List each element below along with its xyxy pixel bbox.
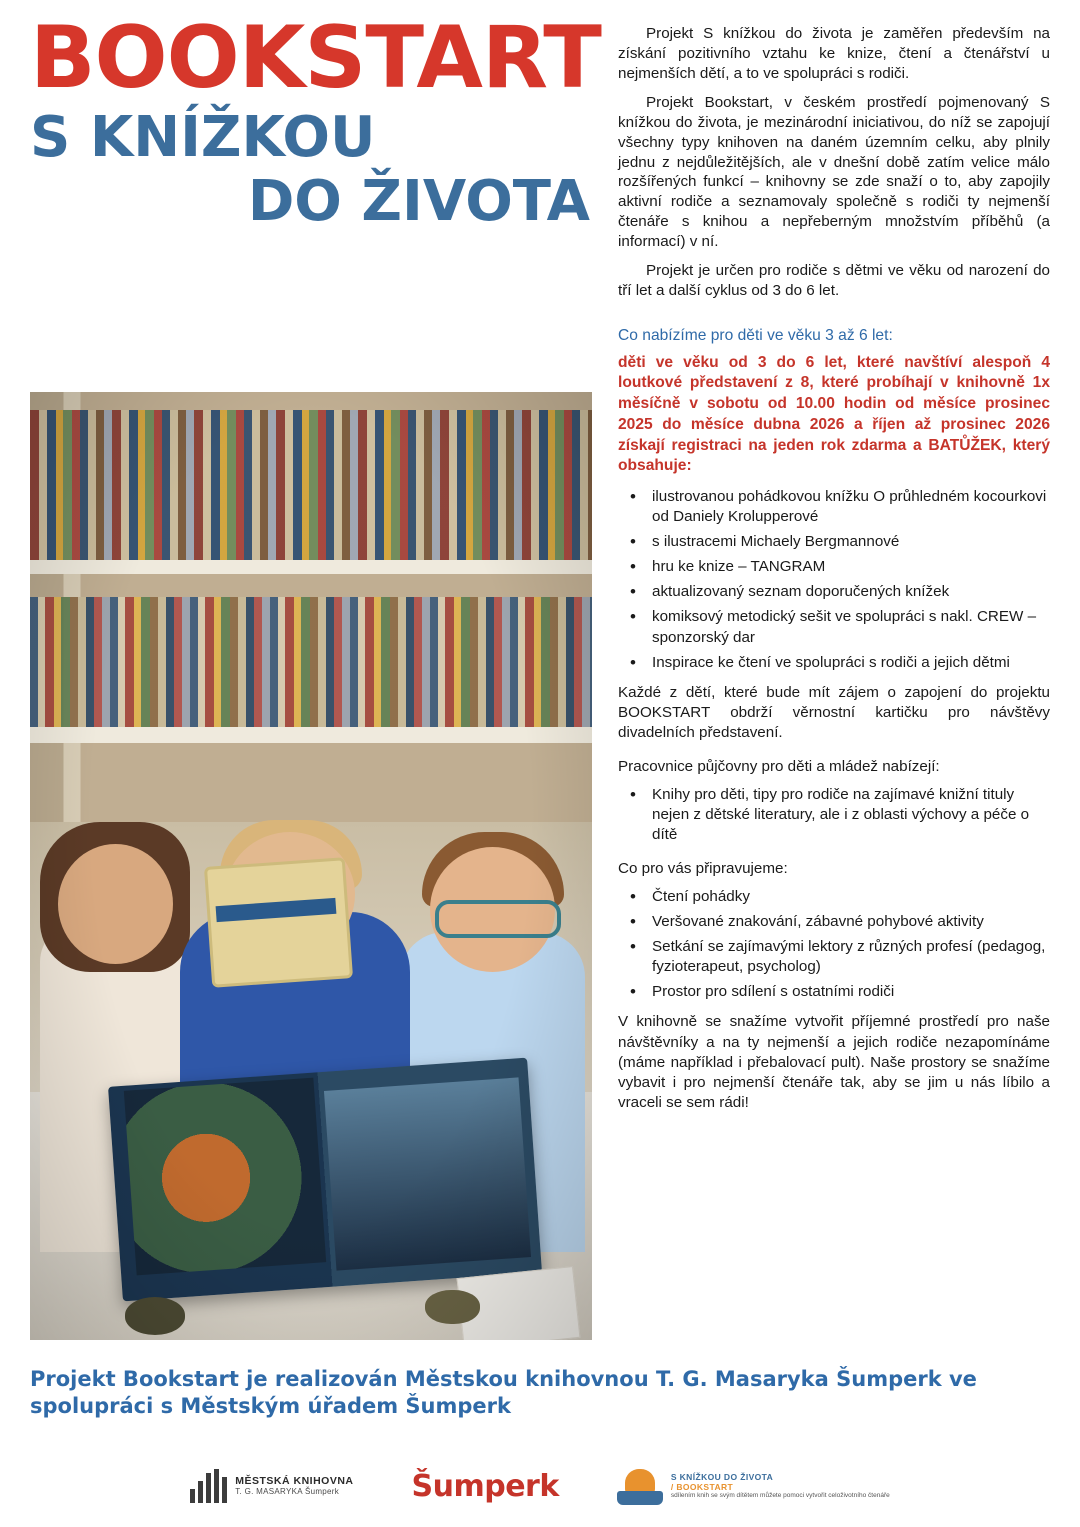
bookstart-logo-text [671, 1472, 890, 1501]
city-logo: Šumperk [411, 1468, 559, 1504]
library-subname: T. G. MASARYKA Šumperk [235, 1487, 340, 1497]
offer-heading: Co nabízíme pro děti ve věku 3 až 6 let: [618, 326, 893, 344]
intro-paragraph-3: Projekt je určen pro rodiče s dětmi ve věku od narození do tří let a další cyklus od 3 do 6 let. [618, 262, 1050, 299]
photo-vignette [30, 392, 592, 1340]
list-item: • hru ke knize – TANGRAM [648, 557, 1050, 577]
logo-strip [30, 1455, 1050, 1517]
bookstart-logo [617, 1467, 890, 1505]
list-item: • Setkání se zajímavými lektory z různých profesí (pedagog, fyzioterapeut, psycholog) [648, 937, 1050, 977]
bookstart-tagline-2: / BOOKSTART [670, 1481, 734, 1492]
subtitle-line-2: DO ŽIVOTA [247, 168, 590, 234]
footer-note [30, 1366, 1050, 1421]
bookstart-tagline-1: S KNÍŽKOU DO ŽIVOTA [670, 1471, 774, 1482]
prepare-heading: Co pro vás připravujeme: [618, 860, 788, 878]
page-title: BOOKSTART [30, 8, 601, 108]
list-item: • Knihy pro děti, tipy pro rodiče na zajímavé knižní tituly nejen z dětské literatury, ale i z oblasti výchovy a péče o dítě [648, 785, 1050, 845]
staff-item-list [618, 785, 1050, 845]
library-logo [190, 1469, 353, 1503]
list-item: • Čtení pohádky [648, 887, 1050, 907]
subtitle-line-1: S KNÍŽKOU [30, 104, 376, 170]
children-reading-photo [30, 392, 592, 1340]
footer-text: Projekt Bookstart je realizován Městskou knihovnou T. G. Masaryka Šumperk ve spolupráci s Městským úřadem Šumperk [30, 1367, 977, 1419]
loyalty-card-paragraph: Každé z dětí, které bude mít zájem o zapojení do projektu BOOKSTART obdrží věrnostní kartičku pro návštěvy divadelních představení. [618, 683, 1050, 741]
list-item: • aktualizovaný seznam doporučených knížek [648, 582, 1050, 602]
list-item: • Veršované znakování, zábavné pohybové aktivity [648, 912, 1050, 932]
photo-illustration [30, 392, 592, 1340]
bookstart-description: sdílením knih se svým dítětem můžete pomoci vytvořit celoživotního čtenáře [670, 1491, 890, 1499]
list-item: • komiksový metodický sešit ve spolupráci s nakl. CREW – sponzorský dar [648, 607, 1050, 647]
prepare-item-list [618, 887, 1050, 1002]
library-logo-text [235, 1475, 353, 1496]
closing-paragraph: V knihovně se snažíme vytvořit příjemné prostředí pro naše návštěvníky a na ty nejmenší a jejich rodiče nezapomínáme (máme například i přebalovací pult). Naše prostory se snažíme vybavit i pro nejmenší čtenáře tak, aby se jim u nás líbilo a vraceli se sem rádi! [618, 1013, 1050, 1111]
library-name: MĚSTSKÁ KNIHOVNA [235, 1475, 354, 1488]
list-item: • ilustrovanou pohádkovou knížku O průhledném kocourkovi od Daniely Krolupperové [648, 487, 1050, 527]
intro-paragraph-2: Projekt Bookstart, v českém prostředí pojmenovaný S knížkou do života, je mezinárodní iniciativou, do níž se zapojují všechny typy knihoven na daném územním celku, aby plnily jednu z nejdůležitějších, ale v dnešní době zatím velice málo rozšířených funkcí – knihovny se zde snaží o to, aby zapojily aktivní rodiče a seznamovaly společně s rodiči ty nejmenší čtenáře s knihou a nepřeberným množstvím příběhů (a informací) v ní. [618, 94, 1050, 250]
book-shape [617, 1491, 663, 1505]
fox-book-icon [617, 1467, 663, 1505]
staff-heading: Pracovnice půjčovny pro děti a mládež nabízejí: [618, 757, 940, 775]
book-bars-icon [190, 1469, 227, 1503]
intro-paragraph-1: Projekt S knížkou do života je zaměřen především na získání pozitivního vztahu ke knize, čtení a čtenářství u nejmenších dětí, a to ve spolupráci s rodiči. [618, 25, 1050, 82]
list-item: • Inspirace ke čtení ve spolupráci s rodiči a jejich dětmi [648, 653, 1050, 673]
offer-item-list [618, 487, 1050, 673]
offer-highlight-text: děti ve věku od 3 do 6 let, které navštíví alespoň 4 loutkové představení z 8, které probíhají v knihovně 1x měsíčně v sobotu od 10.00 hodin od měsíce prosinec 2025 do měsíce dubna 2026 a říjen až prosinec 2026 získají registraci na jeden rok zdarma a BATŮŽEK, který obsahuje: [618, 353, 1050, 475]
main-text-column [618, 24, 1050, 1121]
poster-title-block [30, 8, 601, 234]
list-item: • Prostor pro sdílení s ostatními rodiči [648, 982, 1050, 1002]
list-item: • s ilustracemi Michaely Bergmannové [648, 532, 1050, 552]
